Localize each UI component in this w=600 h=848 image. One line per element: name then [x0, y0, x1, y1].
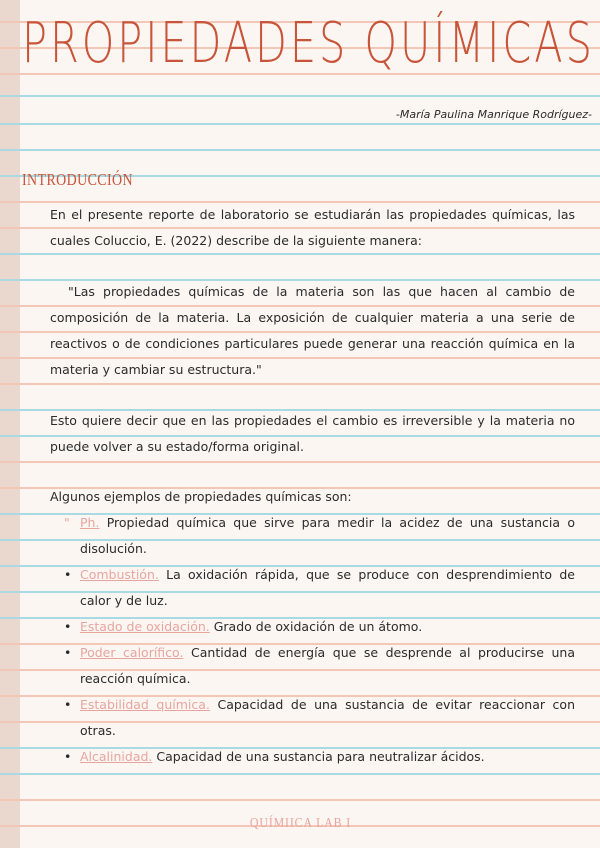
- list-item: [64, 614, 575, 640]
- term-link: Estado de oxidación.: [80, 619, 210, 634]
- list-item: [64, 744, 575, 770]
- term-description: Grado de oxidación de un átomo.: [209, 619, 423, 634]
- footer: [0, 812, 600, 832]
- list-item: [64, 510, 575, 562]
- explanation-paragraph: Esto quiere decir que en las propiedades el cambio es irreversible y la materia no puede volver a su estado/forma original.: [50, 413, 575, 454]
- author-line: -María Paulina Manrique Rodríguez-: [395, 108, 592, 121]
- intro-paragraph: En el presente reporte de laboratorio se estudiarán las propiedades químicas, las cuales Coluccio, E. (2022) describe de la siguiente manera:: [50, 207, 575, 248]
- bullet-mark: •: [64, 567, 72, 582]
- term-link: Ph.: [80, 515, 100, 530]
- term-link: Estabilidad química.: [80, 697, 210, 712]
- term-description: Capacidad de una sustancia para neutralizar ácidos.: [152, 749, 485, 764]
- quote-paragraph: "Las propiedades químicas de la materia son las que hacen al cambio de composición de la materia. La exposición de cualquier materia a una serie de reactivos o de condiciones particulares puede generar una reacción química en la materia y cambiar su estructura.": [50, 284, 575, 377]
- section-heading-introduction: INTRODUCCIÓN: [22, 170, 134, 189]
- bullet-mark: ": [64, 515, 70, 530]
- bullet-mark: •: [64, 749, 72, 764]
- footer-label: QUÍMIICA LAB I: [249, 816, 351, 831]
- list-item: [64, 692, 575, 744]
- term-description: La oxidación rápida, que se produce con desprendimiento de calor y de luz.: [80, 567, 575, 608]
- term-description: Cantidad de energía que se desprende al producirse una reacción química.: [80, 645, 576, 686]
- bullet-mark: •: [64, 697, 72, 712]
- term-description: Propiedad química que sirve para medir la acidez de una sustancia o disolución.: [80, 515, 575, 556]
- bullet-mark: •: [64, 645, 72, 660]
- term-link: Combustión.: [80, 567, 159, 582]
- document-title: PROPIEDADES QUÍMICAS: [22, 11, 595, 76]
- term-link: Poder calorífico.: [80, 645, 184, 660]
- term-link: Alcalinidad.: [80, 749, 153, 764]
- list-item: [64, 562, 575, 614]
- examples-intro: Algunos ejemplos de propiedades químicas son:: [50, 489, 352, 504]
- examples-list: [64, 510, 575, 770]
- list-item: [64, 640, 575, 692]
- term-description: Capacidad de una sustancia de evitar reaccionar con otras.: [80, 697, 575, 738]
- bullet-mark: •: [64, 619, 72, 634]
